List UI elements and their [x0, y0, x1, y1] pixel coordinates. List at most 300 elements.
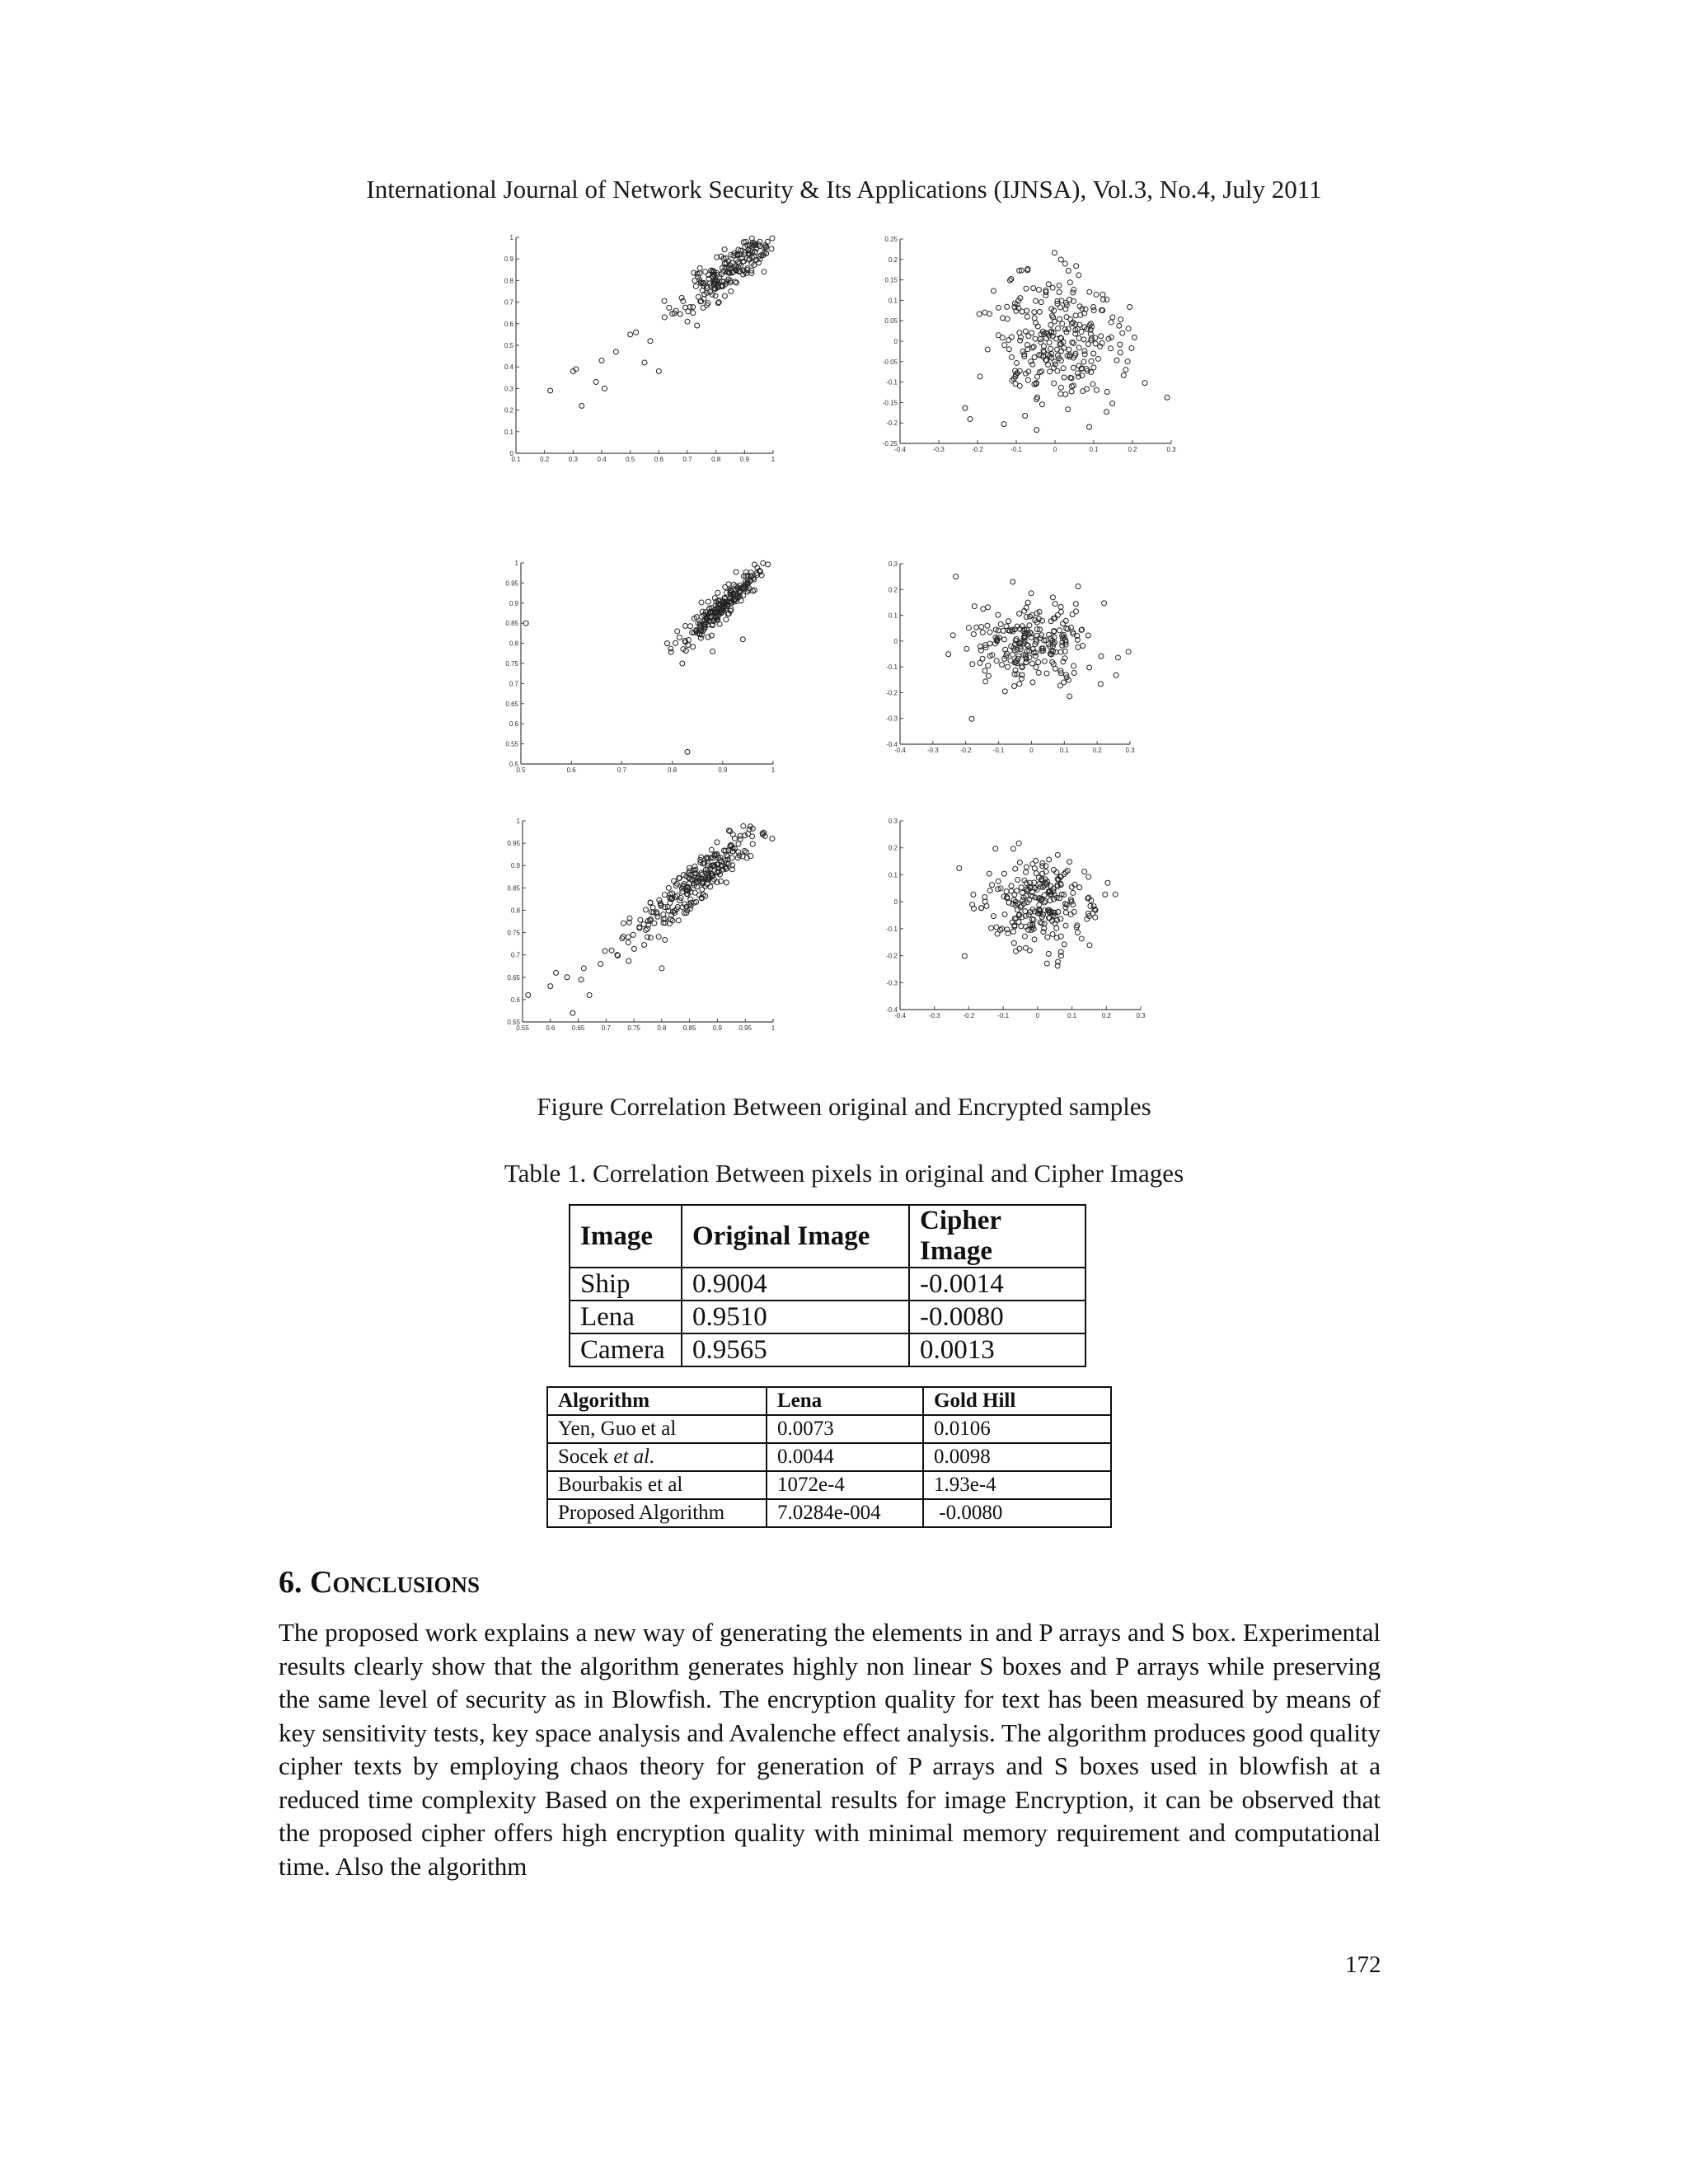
data-point	[662, 893, 667, 898]
table-cell: -0.0080	[923, 1499, 1111, 1527]
y-tick-label: 0.55	[507, 1019, 520, 1026]
data-point	[1118, 342, 1123, 347]
data-point	[1062, 261, 1067, 266]
data-point	[990, 883, 995, 888]
x-tick-label: 0.9	[739, 456, 749, 463]
data-point	[1062, 680, 1067, 685]
scatter-plot-6	[886, 818, 1146, 1023]
table-header-cell: Algorithm	[547, 1387, 767, 1415]
data-point	[1071, 671, 1076, 676]
data-point	[736, 850, 741, 855]
data-point	[662, 298, 667, 303]
data-point	[1095, 356, 1100, 361]
x-tick-label: -0.4	[894, 1012, 906, 1019]
table-row	[570, 1301, 1085, 1333]
data-point	[1023, 413, 1028, 418]
table-cell: 0.9004	[682, 1268, 909, 1301]
data-point	[722, 247, 727, 252]
data-point	[1002, 343, 1007, 348]
data-point	[626, 935, 631, 940]
data-point	[664, 641, 669, 646]
y-tick-label: 0.6	[509, 720, 518, 729]
data-point	[1014, 949, 1019, 954]
data-point	[1052, 381, 1057, 386]
data-point	[1048, 369, 1053, 374]
scatter-plot-5-canvas	[507, 818, 776, 1035]
data-point	[1000, 316, 1005, 321]
data-point	[1001, 628, 1006, 633]
data-point	[1024, 865, 1029, 869]
data-point	[1025, 314, 1029, 319]
table-cell: Ship	[570, 1268, 682, 1301]
data-point	[593, 380, 598, 385]
data-point	[734, 569, 738, 574]
data-point	[1027, 623, 1032, 628]
data-point	[1009, 335, 1014, 340]
data-point	[1123, 368, 1128, 373]
data-point	[1044, 961, 1049, 966]
y-tick-label: -0.2	[886, 952, 898, 960]
x-tick-label: 0.8	[668, 766, 678, 774]
data-point	[1082, 869, 1087, 874]
data-point	[1010, 929, 1015, 934]
y-tick-label: 0.75	[507, 929, 520, 937]
data-point	[729, 855, 734, 860]
data-point	[548, 388, 553, 393]
data-point	[672, 879, 677, 883]
data-point	[1036, 670, 1041, 675]
data-point	[1061, 366, 1066, 371]
table-cell	[547, 1443, 767, 1471]
data-point	[1039, 300, 1043, 305]
y-tick-label: -0.1	[886, 378, 898, 387]
data-point	[1027, 948, 1032, 953]
table-cell: Lena	[570, 1301, 682, 1333]
data-point	[1082, 349, 1087, 354]
data-point	[740, 854, 745, 859]
data-point	[1030, 680, 1035, 685]
y-tick-label: -0.1	[886, 663, 898, 672]
data-point	[1087, 665, 1092, 670]
data-point	[1039, 402, 1044, 407]
data-point	[998, 927, 1003, 932]
data-point	[741, 823, 746, 828]
page-number: 172	[1345, 1952, 1381, 1978]
data-point	[643, 907, 648, 912]
data-point	[1017, 860, 1022, 865]
data-point	[1075, 371, 1080, 376]
data-point	[1068, 912, 1073, 917]
data-point	[685, 319, 690, 324]
data-point	[661, 912, 666, 917]
data-point	[1046, 282, 1051, 287]
x-tick-label: 0.1	[1059, 747, 1069, 754]
data-point	[1099, 654, 1104, 658]
data-point	[1114, 358, 1119, 363]
data-point	[1093, 341, 1098, 346]
data-point	[1034, 428, 1039, 433]
data-point	[1012, 683, 1017, 688]
x-tick-label: 0.2	[540, 456, 550, 463]
data-point	[695, 323, 700, 328]
data-point	[954, 574, 959, 579]
data-point	[1032, 355, 1037, 360]
data-point	[1036, 287, 1041, 292]
data-point	[971, 892, 976, 897]
data-point	[1126, 326, 1131, 331]
data-point	[1125, 359, 1130, 364]
data-point	[1062, 345, 1067, 350]
data-point	[1121, 373, 1126, 377]
scatter-plot-1-canvas	[504, 236, 776, 466]
y-tick-label: -0.4	[886, 1006, 898, 1014]
data-point	[626, 958, 631, 963]
data-point	[1053, 602, 1057, 607]
conclusions-paragraph: The proposed work explains a new way of generating the elements in and P arrays and S box. Experimental results clearly show that the algorithm generates highly non linear S boxes and P arrays while preserving the same level of security as in Blowfish. The encryption quality for text has been measured by means of key sensitivity tests, key space analysis and Avalenche effect analysis. The algorithm produces good quality cipher texts by employing chaos theory for generation of P arrays and S boxes used in blowfish at a reduced time complexity Based on the experimental results for image Encryption, it can be observed that the proposed cipher offers high encryption quality with minimal memory requirement and computational time. Also the algorithm	[279, 1618, 1381, 1881]
data-point	[1071, 365, 1076, 370]
data-point	[708, 884, 713, 889]
data-point	[1024, 869, 1029, 874]
y-tick-label: 0.1	[888, 297, 898, 305]
data-point	[657, 898, 662, 902]
data-point	[1053, 666, 1057, 671]
data-point	[998, 621, 1003, 626]
data-point	[587, 992, 592, 997]
table-header-cell: Image	[570, 1205, 682, 1268]
data-point	[1094, 292, 1099, 297]
data-point	[699, 855, 704, 860]
data-point	[1073, 313, 1078, 318]
data-point	[678, 312, 682, 316]
data-point	[1085, 633, 1090, 638]
data-point	[1071, 340, 1076, 345]
data-point	[984, 903, 989, 908]
table-cell: Camera	[570, 1333, 682, 1366]
x-tick-label: 0.75	[627, 1024, 640, 1032]
data-point	[1032, 937, 1037, 942]
data-point	[1109, 320, 1114, 325]
data-point	[963, 405, 968, 410]
data-point	[1070, 612, 1075, 617]
data-point	[1023, 329, 1028, 334]
data-point	[1055, 368, 1060, 373]
data-point	[1060, 321, 1065, 326]
data-point	[1044, 671, 1049, 676]
data-point	[1069, 384, 1074, 389]
figure-caption: Figure Correlation Between original and Encrypted samples	[537, 1092, 1151, 1121]
data-point	[579, 403, 584, 408]
y-tick-label: 0.15	[884, 276, 898, 284]
data-point	[1022, 934, 1027, 939]
x-tick-label: 0.95	[738, 1024, 753, 1032]
data-point	[992, 288, 996, 293]
x-tick-label: -0.4	[894, 446, 906, 453]
data-point	[729, 289, 734, 294]
data-point	[1026, 334, 1031, 339]
data-point	[692, 279, 697, 284]
data-point	[987, 630, 992, 635]
data-point	[1142, 381, 1147, 386]
data-point	[613, 349, 618, 354]
data-point	[1132, 335, 1137, 340]
data-point	[1004, 889, 1009, 894]
data-point	[1050, 285, 1055, 290]
x-tick-label: -0.3	[933, 446, 945, 453]
data-point	[1066, 269, 1071, 274]
table-cell: 0.0098	[923, 1443, 1111, 1471]
data-point	[1047, 340, 1052, 345]
y-tick-label: 0.95	[505, 579, 518, 588]
data-point	[979, 624, 984, 629]
data-point	[1115, 655, 1120, 660]
data-point	[1063, 618, 1068, 623]
x-tick-label: 1	[771, 766, 776, 774]
x-tick-label: 0.9	[712, 1024, 723, 1032]
table-cell: 0.9565	[682, 1333, 909, 1366]
data-point	[996, 305, 1001, 310]
data-point	[971, 631, 976, 636]
data-point	[1068, 317, 1073, 322]
y-tick-label: 0.8	[504, 277, 513, 285]
data-point	[1029, 661, 1034, 666]
data-point	[985, 623, 990, 628]
data-point	[1118, 317, 1123, 322]
table-row	[547, 1471, 1111, 1499]
data-point	[761, 560, 766, 565]
data-point	[1043, 864, 1048, 869]
data-point	[994, 658, 999, 663]
data-point	[1081, 359, 1086, 364]
table-row	[547, 1443, 1111, 1471]
data-point	[1037, 309, 1042, 314]
data-point	[631, 946, 636, 951]
data-point	[692, 890, 697, 895]
y-tick-label: -0.25	[882, 440, 898, 448]
data-point	[1118, 350, 1123, 355]
data-point	[1039, 369, 1044, 374]
y-tick-label: 0.65	[505, 700, 518, 708]
x-tick-label: 0	[1029, 747, 1034, 754]
data-point	[699, 600, 704, 605]
data-point	[1000, 663, 1005, 668]
table-cell: 0.0044	[767, 1443, 923, 1471]
x-tick-label: 1	[771, 456, 776, 463]
table-cell: 1072e-4	[767, 1471, 923, 1499]
y-tick-label: 0.9	[509, 599, 518, 607]
data-point	[1008, 658, 1013, 663]
data-point	[548, 984, 553, 989]
data-point	[1062, 942, 1067, 947]
data-point	[706, 599, 710, 604]
data-point	[602, 386, 607, 391]
data-point	[1057, 316, 1062, 321]
data-point	[982, 668, 987, 673]
data-point	[1058, 391, 1063, 396]
y-tick-label: -0.4	[886, 741, 898, 748]
data-point	[964, 646, 969, 651]
data-point	[1024, 615, 1029, 620]
data-point	[598, 962, 603, 967]
data-point	[1063, 910, 1068, 915]
x-tick-label: 0.2	[1092, 747, 1102, 754]
data-point	[993, 846, 998, 851]
data-point	[1042, 926, 1047, 931]
y-tick-label: 0.1	[504, 428, 513, 436]
data-point	[1079, 936, 1084, 941]
scatter-plot-3-canvas	[505, 560, 776, 777]
x-tick-label: -0.2	[959, 747, 972, 754]
data-point	[1058, 609, 1063, 614]
y-tick-label: -0.3	[886, 715, 898, 723]
data-point	[1030, 345, 1035, 350]
x-tick-label: 0.5	[626, 456, 635, 463]
x-tick-label: -0.1	[1010, 446, 1022, 453]
data-point	[989, 926, 994, 930]
data-point	[1081, 643, 1085, 648]
data-point	[1042, 900, 1047, 905]
x-tick-label: 0	[1035, 1012, 1040, 1019]
y-tick-label: -0.05	[882, 358, 898, 366]
data-point	[1001, 871, 1006, 876]
table-row	[547, 1499, 1111, 1527]
data-point	[1057, 628, 1062, 633]
data-point	[1098, 682, 1103, 687]
data-point	[676, 918, 681, 923]
data-point	[1128, 304, 1132, 309]
data-point	[1087, 943, 1092, 948]
section-number: 6.	[279, 1565, 310, 1600]
y-tick-label: 0	[509, 450, 513, 457]
data-point	[565, 975, 570, 980]
y-tick-label: 0.3	[888, 560, 898, 568]
data-point	[570, 1010, 575, 1015]
data-point	[1090, 382, 1095, 387]
x-tick-label: 0.8	[711, 456, 721, 463]
y-tick-label: 1	[509, 234, 513, 241]
scatter-plot-4-canvas	[886, 560, 1135, 757]
y-tick-label: 0.2	[888, 844, 898, 852]
data-point	[621, 921, 626, 926]
data-point	[1032, 316, 1037, 321]
data-point	[1009, 888, 1014, 893]
correlation-table	[569, 1204, 1086, 1367]
data-point	[998, 886, 1003, 891]
data-point	[663, 937, 668, 942]
data-point	[1042, 658, 1047, 663]
data-point	[1055, 852, 1060, 857]
data-point	[985, 605, 990, 610]
data-point	[1120, 330, 1125, 335]
table-row	[570, 1333, 1085, 1366]
data-point	[752, 562, 757, 567]
data-point	[1029, 330, 1034, 335]
data-point	[1071, 290, 1076, 295]
y-tick-label: 0.1	[888, 871, 898, 879]
data-point	[1019, 676, 1024, 681]
y-tick-label: 0	[893, 637, 898, 645]
data-point	[985, 347, 990, 352]
data-point	[770, 236, 775, 241]
data-point	[1017, 682, 1022, 687]
y-tick-label: 0.5	[504, 342, 513, 349]
data-point	[734, 280, 739, 285]
y-tick-label: 0.05	[884, 317, 898, 326]
data-point	[946, 652, 951, 657]
data-point	[1025, 643, 1030, 648]
data-point	[668, 649, 673, 654]
data-point	[1076, 345, 1081, 350]
data-point	[1063, 391, 1068, 396]
data-point	[1048, 346, 1053, 351]
data-point	[693, 284, 698, 288]
y-tick-label: 0.65	[507, 973, 520, 982]
data-point	[1024, 286, 1029, 291]
data-point	[1089, 321, 1094, 326]
y-tick-label: 0.85	[507, 884, 520, 893]
data-point	[1067, 280, 1072, 285]
y-tick-label: 0	[893, 338, 898, 345]
data-point	[1129, 346, 1134, 351]
table-header-row	[547, 1387, 1111, 1415]
data-point	[974, 625, 979, 630]
scatter-plot-2-canvas	[882, 236, 1176, 457]
data-point	[709, 847, 714, 852]
data-point	[1046, 951, 1051, 956]
data-point	[750, 834, 755, 839]
data-point	[1117, 323, 1122, 328]
y-tick-label: 0.7	[510, 951, 520, 959]
table-row	[570, 1268, 1085, 1301]
x-tick-label: 1	[771, 1024, 776, 1032]
data-point	[1010, 846, 1015, 851]
data-point	[1025, 600, 1030, 605]
table-cell: Bourbakis et al	[547, 1471, 767, 1499]
data-point	[1019, 885, 1024, 890]
data-point	[1052, 251, 1057, 255]
data-point	[1005, 304, 1010, 309]
data-point	[724, 617, 729, 622]
data-point	[996, 612, 1001, 617]
data-point	[1011, 940, 1016, 945]
x-tick-label: -0.2	[972, 446, 983, 453]
data-point	[662, 315, 667, 320]
data-point	[769, 246, 774, 251]
data-point	[1091, 351, 1096, 356]
data-point	[1032, 310, 1037, 315]
data-point	[1071, 663, 1076, 668]
data-point	[692, 270, 696, 275]
data-point	[1067, 694, 1072, 699]
data-point	[982, 310, 987, 315]
data-point	[710, 649, 715, 654]
data-point	[1050, 313, 1055, 318]
data-point	[1091, 365, 1096, 370]
data-point	[742, 849, 747, 854]
data-point	[1099, 334, 1104, 339]
data-point	[599, 358, 604, 363]
section-title-rest: onclusions	[332, 1565, 480, 1600]
running-header: International Journal of Network Security & Its Applications (IJNSA), Vol.3, No.4, July 2011	[366, 175, 1322, 204]
data-point	[1076, 335, 1081, 340]
x-tick-label: 0.1	[511, 456, 521, 463]
y-tick-label: 0.9	[510, 862, 520, 870]
data-point	[968, 417, 973, 422]
data-point	[1057, 289, 1062, 294]
data-point	[723, 584, 728, 589]
y-tick-label: 1	[516, 818, 520, 825]
table-cell: 0.0013	[909, 1333, 1085, 1366]
section-first-letter: C	[310, 1565, 333, 1600]
